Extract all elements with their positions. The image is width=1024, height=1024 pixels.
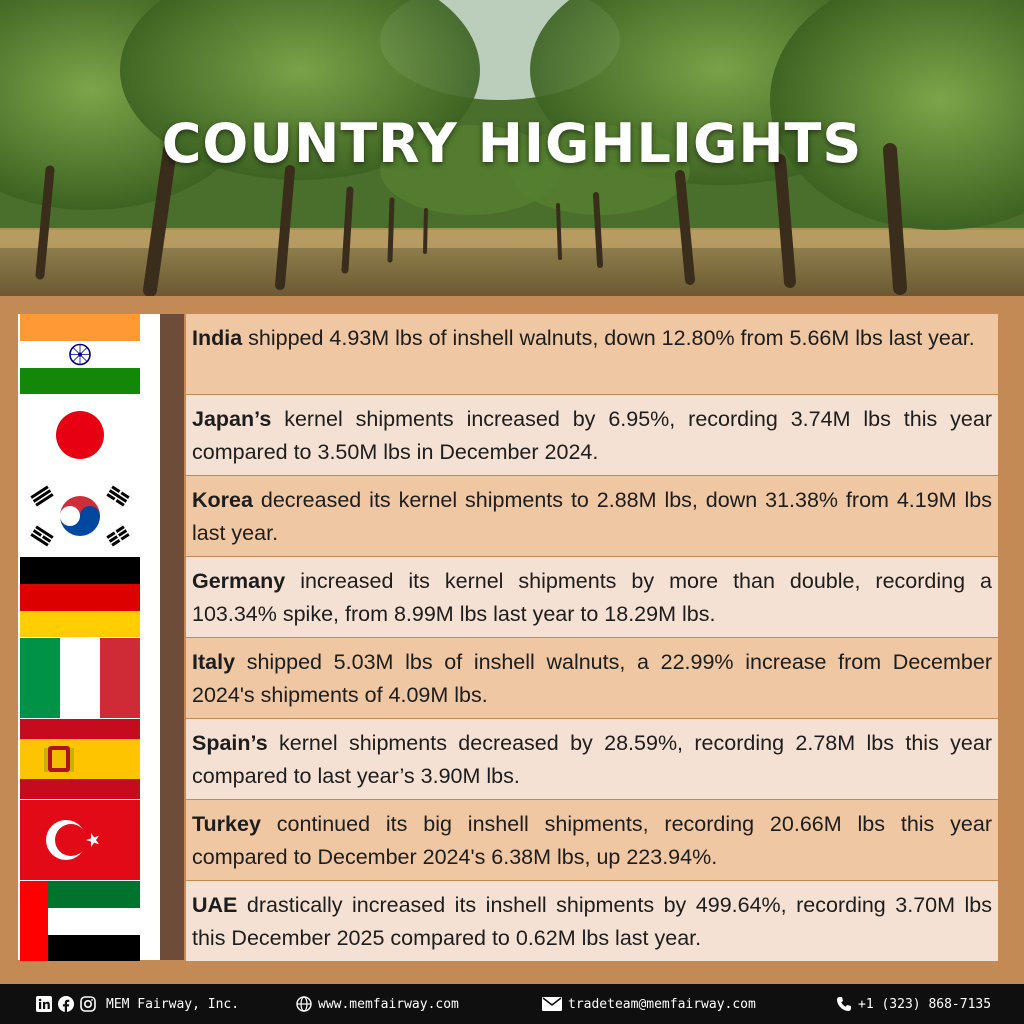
highlight-text: shipped 5.03M lbs of inshell walnuts, a 22.99% increase from December 2024's shipments of 4.09M lbs. <box>192 650 992 707</box>
highlight-text: increased its kernel shipments by more than double, recording a 103.34% spike, from 8.99M lbs last year to 18.29M lbs. <box>192 569 992 626</box>
country-name: Korea <box>192 488 253 512</box>
page-title: COUNTRY HIGHLIGHTS <box>161 112 863 175</box>
envelope-icon <box>542 997 562 1011</box>
website-link[interactable]: www.memfairway.com <box>318 996 459 1012</box>
facebook-icon[interactable] <box>58 996 74 1012</box>
instagram-icon[interactable] <box>80 996 96 1012</box>
highlight-text: decreased its kernel shipments to 2.88M lbs, down 31.38% from 4.19M lbs last year. <box>192 488 992 545</box>
flag-column <box>18 314 160 960</box>
footer-phone[interactable] <box>836 984 991 1024</box>
globe-icon <box>296 996 312 1012</box>
list-item <box>186 638 998 718</box>
footer-email[interactable] <box>542 984 756 1024</box>
country-name: Turkey <box>192 812 261 836</box>
divider-bar <box>160 314 184 960</box>
footer-social <box>36 984 239 1024</box>
italy-flag-icon <box>20 638 140 718</box>
india-flag-icon <box>20 314 140 394</box>
list-item <box>186 395 998 475</box>
country-name: UAE <box>192 893 238 917</box>
highlight-text: kernel shipments increased by 6.95%, recording 3.74M lbs this year compared to 3.50M lbs in December 2024. <box>192 407 992 464</box>
highlight-text: continued its big inshell shipments, recording 20.66M lbs this year compared to December 2024's 6.38M lbs, up 223.94%. <box>192 812 992 869</box>
highlights-list <box>186 314 998 964</box>
country-name: Germany <box>192 569 286 593</box>
list-item <box>186 476 998 556</box>
country-name: Italy <box>192 650 236 674</box>
korea-flag-icon <box>20 476 140 556</box>
country-name: India <box>192 326 243 350</box>
germany-flag-icon <box>20 557 140 637</box>
email-link[interactable]: tradeteam@memfairway.com <box>568 996 756 1012</box>
highlight-text: shipped 4.93M lbs of inshell walnuts, down 12.80% from 5.66M lbs last year. <box>242 326 975 350</box>
uae-flag-icon <box>20 881 140 961</box>
company-name: MEM Fairway, Inc. <box>106 996 240 1012</box>
list-item <box>186 881 998 961</box>
spain-flag-icon <box>20 719 140 799</box>
highlight-text: kernel shipments decreased by 28.59%, recording 2.78M lbs this year compared to last year’s 3.90M lbs. <box>192 731 992 788</box>
list-item <box>186 314 998 394</box>
list-item <box>186 800 998 880</box>
footer-website[interactable] <box>296 984 459 1024</box>
turkey-flag-icon <box>20 800 140 880</box>
japan-flag-icon <box>20 395 140 475</box>
header-photo <box>0 0 1024 296</box>
phone-icon <box>836 996 852 1012</box>
country-name: Spain’s <box>192 731 268 755</box>
list-item <box>186 557 998 637</box>
phone-number[interactable]: +1 (323) 868-7135 <box>858 996 992 1012</box>
footer <box>0 984 1024 1024</box>
linkedin-icon[interactable] <box>36 996 52 1012</box>
list-item <box>186 719 998 799</box>
highlight-text: drastically increased its inshell shipments by 499.64%, recording 3.70M lbs this December 2025 compared to 0.62M lbs last year. <box>192 893 992 950</box>
highlights-panel <box>0 296 1024 984</box>
country-name: Japan’s <box>192 407 272 431</box>
